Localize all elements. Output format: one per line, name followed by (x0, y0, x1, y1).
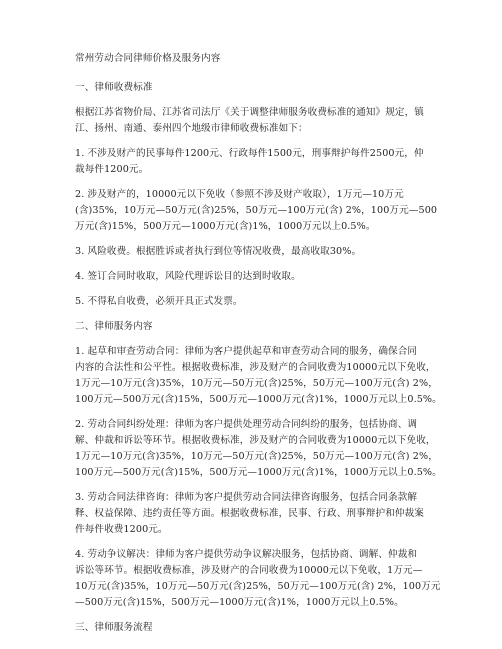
paragraph-line: 万元(含)15%，500万元—1000万元(含)1%，1000万元以上0.5%。 (75, 221, 376, 232)
section-heading: 一、律师收费标准 (75, 82, 153, 93)
paragraph-line: (含)35%，10万元—50万元(含)25%，50万元—100万元(含) 2%，100万元—500 (75, 205, 438, 216)
paragraph-line: 4. 签订合同时收取，风险代理诉讼目的达到时收取。 (75, 271, 301, 282)
paragraph-line: 内容的合法性和公平性。根据收费标准，涉及财产的合同收费为10000元以下免收， (75, 362, 436, 373)
paragraph (75, 106, 435, 135)
paragraph (75, 245, 435, 258)
paragraph-line: 裁每件1200元。 (75, 164, 149, 175)
paragraph-line: 江、扬州、南通、泰州四个地级市律师收费标准如下： (75, 123, 308, 134)
paragraph (75, 491, 435, 536)
paragraph-line: 2. 涉及财产的，10000元以下免收（参照不涉及财产收取），1万元—10万元 (75, 189, 404, 200)
paragraph (75, 418, 442, 479)
paragraph-line: 1. 起草和审查劳动合同：律师为客户提供起草和审查劳动合同的服务，确保合同 (75, 346, 418, 357)
paragraph-line: 1万元—10万元(含)35%，10万元—50万元(含)25%，50万元—100万元(含) 2%， (75, 451, 438, 462)
paragraph-line: 2. 劳动合同纠纷处理：律师为客户提供处理劳动合同纠纷的服务，包括协商、调 (75, 419, 418, 430)
paragraph (75, 345, 442, 406)
section-heading: 二、律师服务内容 (75, 321, 153, 332)
paragraph (75, 147, 435, 176)
paragraph-line: 根据江苏省物价局、江苏省司法厅《关于调整律师服务收费标准的通知》规定，镇 (75, 107, 424, 118)
paragraph-line: 5. 不得私自收费，必须开具正式发票。 (75, 296, 243, 307)
paragraph-line: 1万元—10万元(含)35%，10万元—50万元(含)25%，50万元—100万元(含) 2%， (75, 378, 438, 389)
paragraph (75, 295, 435, 308)
paragraph-line: 3. 劳动合同法律咨询：律师为客户提供劳动合同法律咨询服务，包括合同条款解 (75, 492, 418, 503)
paragraph-line: 3. 风险收费。根据胜诉或者执行到位等情况收费，最高收取30%。 (75, 246, 362, 257)
paragraph-line: 100万元—500万元(含)15%，500万元—1000万元(含)1%，1000万元以上0.5%。 (75, 394, 442, 405)
document-title: 常州劳动合同律师价格及服务内容 (75, 53, 221, 64)
section-heading: 三、律师服务流程 (75, 622, 153, 633)
paragraph-line: 件每件收费1200元。 (75, 524, 168, 535)
paragraph-line: 4. 劳动争议解决：律师为客户提供劳动争议解决服务，包括协商、调解、仲裁和 (75, 549, 418, 560)
paragraph-line: —500万元(含)15%，500万元—1000万元(含)1%，1000万元以上0.5%。 (75, 597, 404, 608)
document-page (75, 52, 442, 646)
paragraph-line: 解、仲裁和诉讼等环节。根据收费标准，涉及财产的合同收费为10000元以下免收， (75, 435, 436, 446)
paragraph-line: 100万元—500万元(含)15%，500万元—1000万元(含)1%，1000万元以上0.5%。 (75, 467, 442, 478)
paragraph (75, 548, 441, 609)
paragraph (75, 270, 435, 283)
paragraph-line: 10万元(含)35%，10万元—50万元(含)25%，50万元—100万元(含) 2%，100万元 (75, 581, 441, 592)
paragraph-line: 1. 不涉及财产的民事每件1200元、行政每件1500元，刑事辩护每件2500元，仲 (75, 148, 424, 159)
document-body (75, 81, 442, 634)
paragraph-line: 诉讼等环节。根据收费标准，涉及财产的合同收费为10000元以下免收，1万元— (75, 565, 423, 576)
paragraph-line: 释、权益保障、违约责任等方面。根据收费标准，民事、行政、刑事辩护和仲裁案 (75, 508, 424, 519)
paragraph (75, 188, 438, 233)
